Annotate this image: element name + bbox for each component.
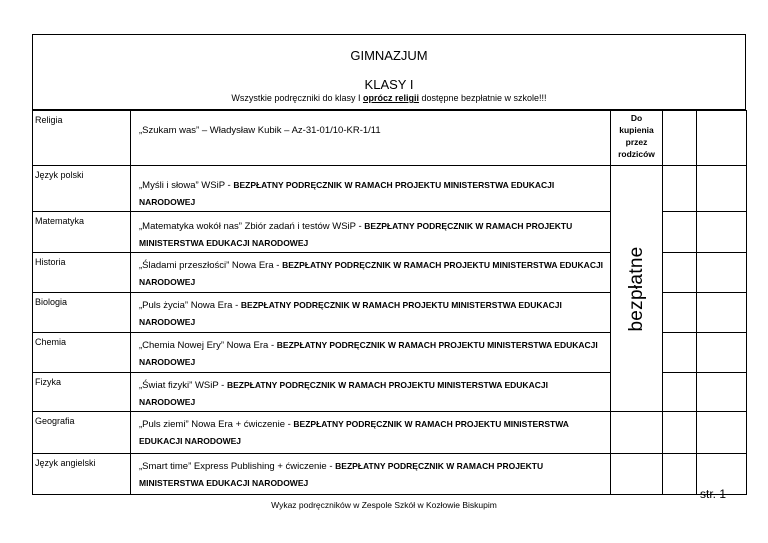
book-description: BEZPŁATNY PODRĘCZNIK W RAMACH PROJEKTU MINISTERSTWA EDUKACJI NARODOWEJ	[139, 180, 555, 207]
book-cell	[131, 293, 611, 333]
school-type-heading: GIMNAZJUM	[350, 48, 428, 63]
book-cell	[131, 454, 611, 495]
subject-cell: Chemia	[33, 333, 131, 373]
book-cell	[131, 253, 611, 293]
note-emphasis: oprócz religii	[362, 93, 419, 103]
book-title: „Świat fizyki” WSiP -	[139, 380, 227, 391]
book-cell	[131, 333, 611, 373]
book-description: BEZPŁATNY PODRĘCZNIK W RAMACH PROJEKTU MINISTERSTWA EDUKACJI NARODOWEJ	[139, 221, 573, 248]
empty-cell	[663, 166, 697, 212]
note-text-end: dostępne bezpłatnie w szkole!!!	[418, 93, 547, 103]
note-text-start: Wszystkie podręczniki do klasy I	[231, 93, 363, 103]
free-books-note	[33, 93, 745, 103]
free-status-label: bezpłatne	[625, 245, 647, 332]
book-description: BEZPŁATNY PODRĘCZNIK W RAMACH PROJEKTU MINISTERSTWA EDUKACJI NARODOWEJ	[139, 260, 604, 287]
status-buy-cell	[611, 111, 663, 166]
empty-cell	[697, 212, 747, 253]
status-empty-cell	[611, 412, 663, 454]
book-cell	[131, 166, 611, 212]
book-description: BEZPŁATNY PODRĘCZNIK W RAMACH PROJEKTU MINISTERSTWA EDUKACJI NARODOWEJ	[139, 380, 548, 407]
book-title: „Smart time” Express Publishing + ćwiczenie -	[139, 461, 336, 472]
subject-cell: Fizyka	[33, 373, 131, 412]
class-heading: KLASY I	[364, 77, 414, 92]
footer-text: Wykaz podręczników w Zespole Szkół w Kozłowie Biskupim	[271, 500, 497, 510]
empty-cell	[697, 253, 747, 293]
book-cell	[131, 373, 611, 412]
status-empty-cell	[611, 454, 663, 495]
table-row	[33, 412, 747, 454]
book-description: BEZPŁATNY PODRĘCZNIK W RAMACH PROJEKTU MINISTERSTWA EDUKACJI NARODOWEJ	[139, 340, 598, 367]
empty-cell	[697, 412, 747, 454]
header-cell	[32, 34, 746, 110]
empty-cell	[697, 333, 747, 373]
table-row	[33, 111, 747, 166]
book-title: „Puls ziemi” Nowa Era + ćwiczenie -	[139, 419, 294, 430]
subject-cell: Język polski	[33, 166, 131, 212]
empty-cell	[663, 373, 697, 412]
subject-cell: Matematyka	[33, 212, 131, 253]
book-cell	[131, 412, 611, 454]
book-description: BEZPŁATNY PODRĘCZNIK W RAMACH PROJEKTU MINISTERSTWA EDUKACJI NARODOWEJ	[139, 300, 562, 327]
empty-cell	[663, 454, 697, 495]
status-free-cell	[611, 166, 663, 412]
page-number: str. 1	[700, 487, 727, 501]
book-title: „Matematyka wokół nas” Zbiór zadań i testów WSiP -	[139, 221, 365, 232]
book-cell	[131, 111, 611, 166]
empty-cell	[663, 293, 697, 333]
book-description: BEZPŁATNY PODRĘCZNIK W RAMACH PROJEKTU MINISTERSTWA EDUKACJI NARODOWEJ	[139, 461, 544, 488]
book-title: „Śladami przeszłości” Nowa Era -	[139, 260, 283, 271]
book-description: BEZPŁATNY PODRĘCZNIK W RAMACH PROJEKTU MINISTERSTWA EDUKACJI NARODOWEJ	[139, 419, 569, 446]
textbook-table	[32, 110, 747, 495]
table-row	[33, 166, 747, 212]
book-title: „Chemia Nowej Ery” Nowa Era -	[139, 340, 277, 351]
empty-cell	[697, 166, 747, 212]
empty-cell	[663, 212, 697, 253]
empty-cell	[697, 111, 747, 166]
empty-cell	[663, 111, 697, 166]
empty-cell	[663, 253, 697, 293]
subject-cell: Język angielski	[33, 454, 131, 495]
subject-cell: Religia	[33, 111, 131, 166]
empty-cell	[663, 412, 697, 454]
empty-cell	[663, 333, 697, 373]
subject-cell: Historia	[33, 253, 131, 293]
book-cell	[131, 212, 611, 253]
book-title: „Puls życia” Nowa Era -	[139, 300, 241, 311]
empty-cell	[697, 293, 747, 333]
book-title: „Myśli i słowa” WSiP -	[139, 180, 234, 191]
subject-cell: Geografia	[33, 412, 131, 454]
table-row	[33, 454, 747, 495]
subject-cell: Biologia	[33, 293, 131, 333]
buy-status-label: Do kupienia przez rodziców	[618, 113, 655, 159]
empty-cell	[697, 373, 747, 412]
book-title: „Szukam was” – Władysław Kubik – Az-31-01/10-KR-1/11	[139, 125, 381, 136]
